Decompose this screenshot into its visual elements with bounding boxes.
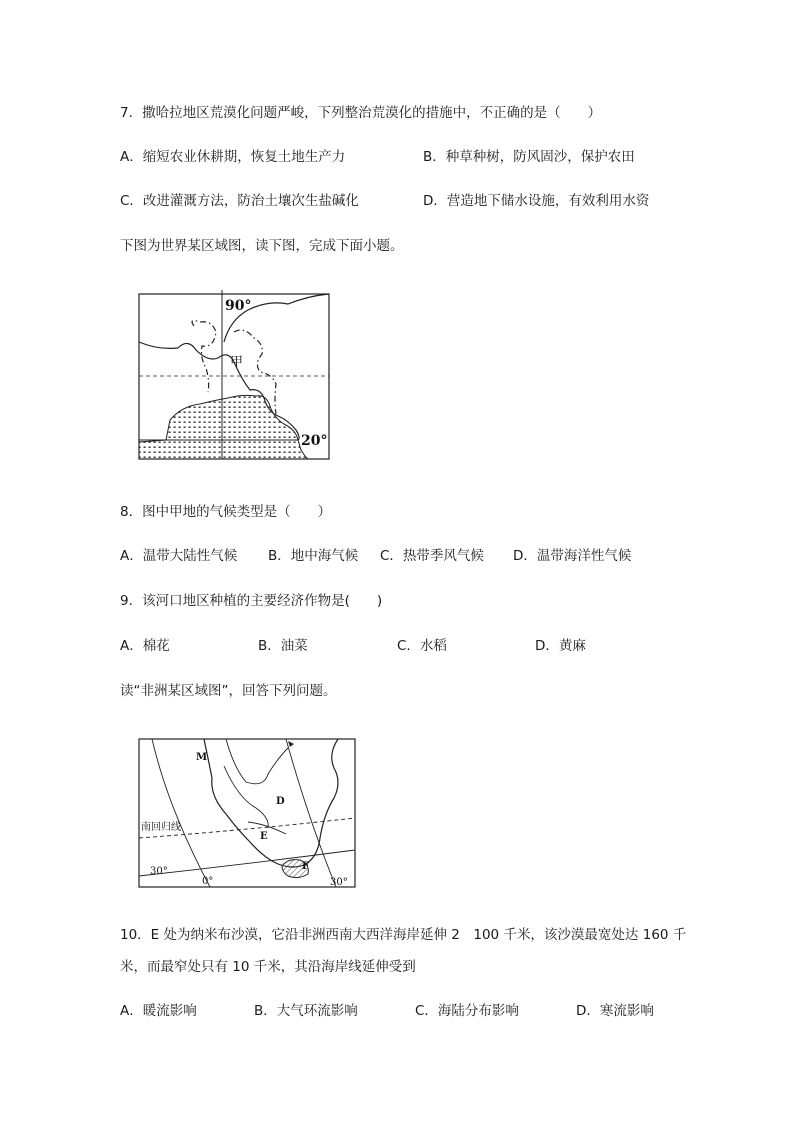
question-10-stem-line1: 10．E 处为纳米布沙漠，它沿非洲西南大西洋海岸延伸 2 100 千米，该沙漠最宽处达 160 千	[120, 927, 687, 943]
africa-region-map	[138, 738, 358, 890]
world-region-map	[138, 290, 334, 462]
question-10-stem-line2: 米，而最窄处只有 10 千米，其沿海岸线延伸受到	[120, 959, 416, 975]
question-9-option-d: D．黄麻	[535, 638, 586, 654]
label-20: 20°	[301, 433, 328, 449]
question-9-stem: 9．该河口地区种植的主要经济作物是( )	[120, 593, 383, 609]
map2-intro: 读“非洲某区域图”，回答下列问题。	[120, 683, 337, 699]
question-7-stem: 7．撒哈拉地区荒漠化问题严峻，下列整治荒漠化的措施中，不正确的是（ ）	[120, 105, 602, 121]
map2-frame	[139, 739, 355, 887]
question-8-option-b: B．地中海气候	[268, 548, 359, 564]
label-d: D	[276, 796, 285, 807]
question-9-option-c: C．水稻	[397, 638, 447, 654]
question-10-option-a: A．暖流影响	[120, 1003, 197, 1019]
label-90: 90°	[225, 298, 252, 314]
label-30-left: 30°	[150, 866, 168, 877]
label-m: M	[196, 752, 208, 763]
label-e: E	[260, 831, 268, 842]
question-10-option-c: C．海陆分布影响	[415, 1003, 519, 1019]
question-7-option-c: C．改进灌溉方法，防治土壤次生盐碱化	[120, 193, 359, 209]
question-7-option-a: A．缩短农业休耕期，恢复土地生产力	[120, 149, 346, 165]
question-7-option-b: B．种草种树，防风固沙，保护农田	[423, 149, 635, 165]
question-7-option-d: D．营造地下储水设施，有效利用水资	[423, 193, 650, 209]
label-tropic: 南回归线	[141, 822, 181, 833]
label-f: F	[302, 861, 310, 872]
map1-intro: 下图为世界某区域图，读下图，完成下面小题。	[120, 238, 404, 254]
question-10-option-b: B．大气环流影响	[254, 1003, 358, 1019]
label-30-right: 30°	[330, 877, 348, 888]
question-8-option-c: C．热带季风气候	[380, 548, 484, 564]
question-9-option-a: A．棉花	[120, 638, 170, 654]
question-8-option-d: D．温带海洋性气候	[513, 548, 632, 564]
question-8-option-a: A．温带大陆性气候	[120, 548, 238, 564]
question-8-stem: 8．图中甲地的气候类型是（ ）	[120, 504, 332, 520]
question-10-option-d: D．寒流影响	[576, 1003, 654, 1019]
label-jia: 甲	[230, 355, 244, 370]
label-0: 0°	[202, 876, 214, 887]
question-9-option-b: B．油菜	[258, 638, 308, 654]
